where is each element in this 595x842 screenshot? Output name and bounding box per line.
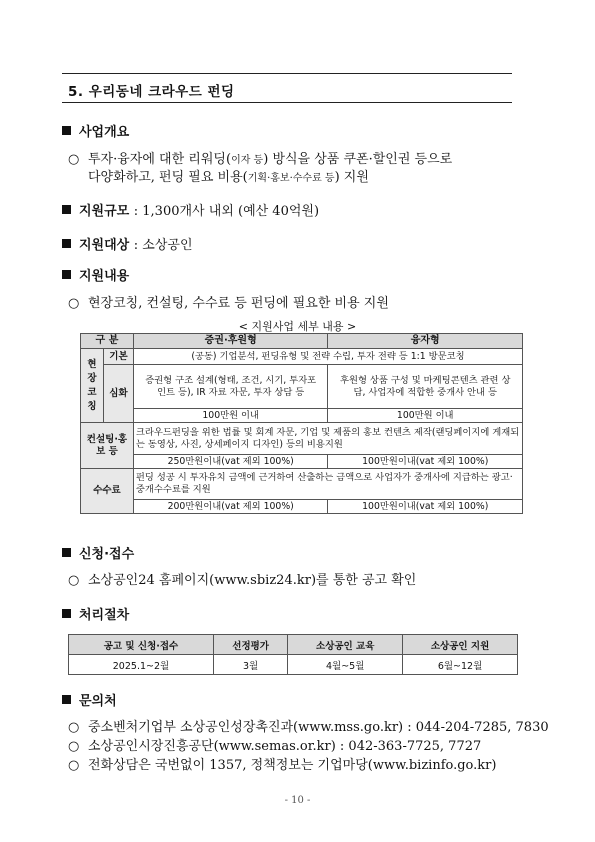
process-header: 소상공인 지원 — [403, 635, 518, 655]
consult-equity-amount: 250만원이내(vat 제외 100%) — [133, 455, 328, 469]
deep-label: 심화 — [103, 365, 133, 423]
contact-heading: 문의처 — [62, 690, 117, 709]
deep-loan-amount: 100만원 이내 — [328, 409, 523, 423]
content-bullet: ○ 현장코칭, 컨설팅, 수수료 등 펀딩에 필요한 비용 지원 — [68, 296, 389, 311]
target-row: 지원대상 : 소상공인 — [62, 234, 193, 253]
content-heading: 지원내용 — [62, 265, 129, 284]
support-detail-table — [80, 333, 523, 514]
process-value: 6월~12월 — [403, 655, 518, 675]
process-value: 4월~5월 — [288, 655, 403, 675]
circle-bullet-icon: ○ — [68, 758, 80, 773]
square-bullet-icon — [62, 126, 71, 135]
consult-loan-amount: 100만원이내(vat 제외 100%) — [328, 455, 523, 469]
header-equity: 증권·후원형 — [133, 334, 328, 349]
fee-text: 펀딩 성공 시 투자유치 금액에 근거하여 산출하는 금액으로 사업자가 중개사에 지급하는 광고·중개수수료를 지원 — [133, 469, 522, 500]
overview-bullet: ○ 투자·융자에 대한 리워딩(이자 등) 방식을 상품 쿠폰·할인권 등으로 — [68, 152, 453, 167]
square-bullet-icon — [62, 548, 71, 557]
process-header: 소상공인 교육 — [288, 635, 403, 655]
overview-heading: 사업개요 — [62, 121, 129, 140]
circle-bullet-icon: ○ — [68, 739, 80, 754]
deep-equity-text: 증권형 구조 설계(형태, 조건, 시기, 투자포인트 등), IR 자료 자문, 투자 상담 등 — [133, 365, 328, 409]
basic-text: (공동) 기업분석, 펀딩유형 및 전략 수립, 투자 전략 등 1:1 방문코칭 — [133, 349, 522, 365]
deep-equity-amount: 100만원 이내 — [133, 409, 328, 423]
circle-bullet-icon: ○ — [68, 152, 80, 167]
circle-bullet-icon: ○ — [68, 296, 80, 311]
circle-bullet-icon: ○ — [68, 720, 80, 735]
process-header: 공고 및 신청·접수 — [69, 635, 214, 655]
basic-label: 기본 — [103, 349, 133, 365]
square-bullet-icon — [62, 270, 71, 279]
page-number: - 10 - — [284, 795, 311, 806]
process-heading: 처리절차 — [62, 604, 129, 623]
title-top-rule — [62, 73, 512, 74]
fee-loan-amount: 100만원이내(vat 제외 100%) — [328, 500, 523, 514]
coaching-label: 현장코칭 — [81, 349, 104, 423]
title-bottom-rule — [62, 102, 512, 103]
overview-bullet-cont: 다양화하고, 펀딩 필요 비용(기획·홍보·수수료 등) 지원 — [88, 170, 369, 185]
header-loan: 융자형 — [328, 334, 523, 349]
contact-line: ○ 중소벤처기업부 소상공인성장촉진과(www.mss.go.kr) : 044-204-7285, 7830 — [68, 720, 549, 735]
consult-text: 크라우드펀딩을 위한 법률 및 회계 자문, 기업 및 제품의 홍보 컨텐츠 제작(랜딩페이지에 게재되는 동영상, 사진, 상세페이지 디자인) 등의 비용지원 — [133, 423, 522, 455]
process-value: 3월 — [213, 655, 287, 675]
process-table — [68, 634, 518, 675]
contact-line: ○ 전화상담은 국번없이 1357, 정책정보는 기업마당(www.bizinfo.go.kr) — [68, 758, 497, 773]
consult-label: 컨설팅·홍보 등 — [81, 423, 134, 469]
section-title: 5. 우리동네 크라우드 펀딩 — [68, 84, 235, 100]
apply-heading: 신청·접수 — [62, 543, 134, 562]
process-header: 선정평가 — [213, 635, 287, 655]
contact-line: ○ 소상공인시장진흥공단(www.semas.or.kr) : 042-363-7725, 7727 — [68, 739, 482, 754]
process-value: 2025.1~2월 — [69, 655, 214, 675]
scale-row: 지원규모 : 1,300개사 내외 (예산 40억원) — [62, 200, 319, 219]
fee-equity-amount: 200만원이내(vat 제외 100%) — [133, 500, 328, 514]
square-bullet-icon — [62, 695, 71, 704]
apply-bullet: ○ 소상공인24 홈페이지(www.sbiz24.kr)를 통한 공고 확인 — [68, 573, 417, 588]
circle-bullet-icon: ○ — [68, 573, 80, 588]
header-division: 구 분 — [81, 334, 134, 349]
table-caption: < 지원사업 세부 내용 > — [238, 320, 357, 333]
deep-loan-text: 후원형 상품 구성 및 마케팅콘텐츠 관련 상담, 사업자에 적합한 중개사 안내 등 — [328, 365, 523, 409]
square-bullet-icon — [62, 609, 71, 618]
square-bullet-icon — [62, 239, 71, 248]
square-bullet-icon — [62, 205, 71, 214]
fee-label: 수수료 — [81, 469, 134, 514]
